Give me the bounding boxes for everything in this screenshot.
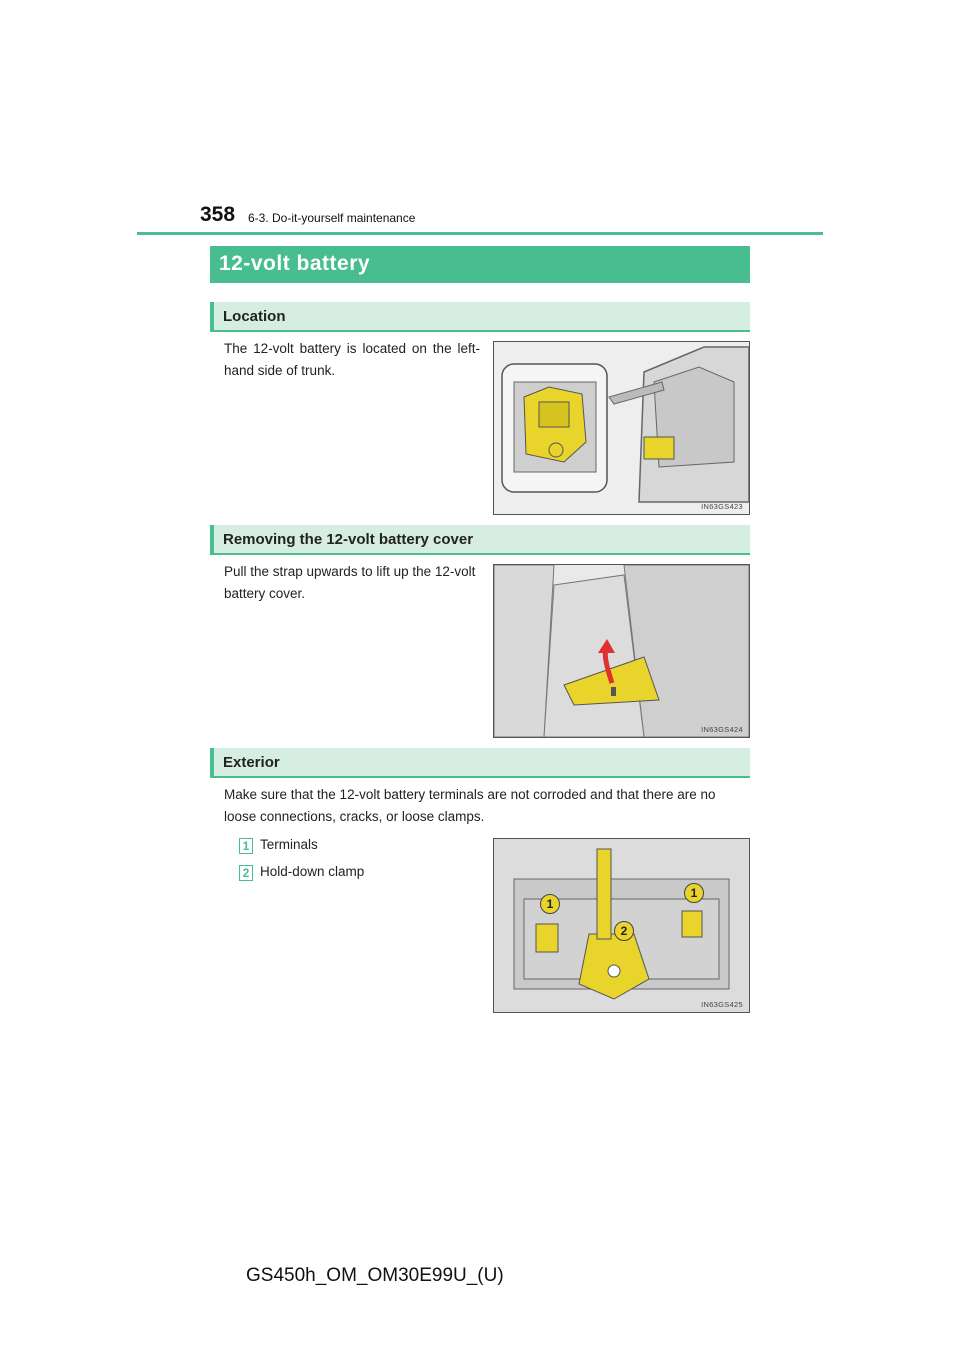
page-number: 358 <box>200 203 236 226</box>
battery-cover-illustration <box>494 565 749 737</box>
exterior-heading: Exterior <box>223 754 280 771</box>
cover-heading-bar <box>210 525 750 555</box>
list-number: 1 <box>239 838 253 854</box>
location-heading: Location <box>223 308 286 325</box>
callout-1-left: 1 <box>540 894 560 914</box>
list-item-terminals: Terminals <box>260 837 318 852</box>
trunk-battery-illustration <box>494 342 749 514</box>
callout-1-right: 1 <box>684 883 704 903</box>
location-heading-bar <box>210 302 750 332</box>
header-rule <box>137 232 823 235</box>
exterior-text: Make sure that the 12-volt battery terminals are not corroded and that there are no loose connections, cracks, or loose clamps. <box>224 787 716 824</box>
location-figure-code: IN63GS423 <box>701 502 743 511</box>
exterior-figure <box>493 838 750 1013</box>
cover-figure-code: IN63GS424 <box>701 725 743 734</box>
location-text: The 12-volt battery is located on the left-hand side of trunk. <box>224 341 480 378</box>
cover-figure <box>493 564 750 738</box>
footer-doc-id: GS450h_OM_OM30E99U_(U) <box>246 1265 504 1286</box>
exterior-heading-bar <box>210 748 750 778</box>
exterior-figure-code: IN63GS425 <box>701 1000 743 1009</box>
location-figure <box>493 341 750 515</box>
list-number: 2 <box>239 865 253 881</box>
cover-text: Pull the strap upwards to lift up the 12-volt battery cover. <box>224 564 476 601</box>
section-path: 6-3. Do-it-yourself maintenance <box>248 211 416 225</box>
callout-2: 2 <box>614 921 634 941</box>
page-title: 12-volt battery <box>219 252 371 275</box>
page-title-bar <box>210 246 750 283</box>
cover-heading: Removing the 12-volt battery cover <box>223 531 474 548</box>
list-item-hold-down-clamp: Hold-down clamp <box>260 864 365 879</box>
